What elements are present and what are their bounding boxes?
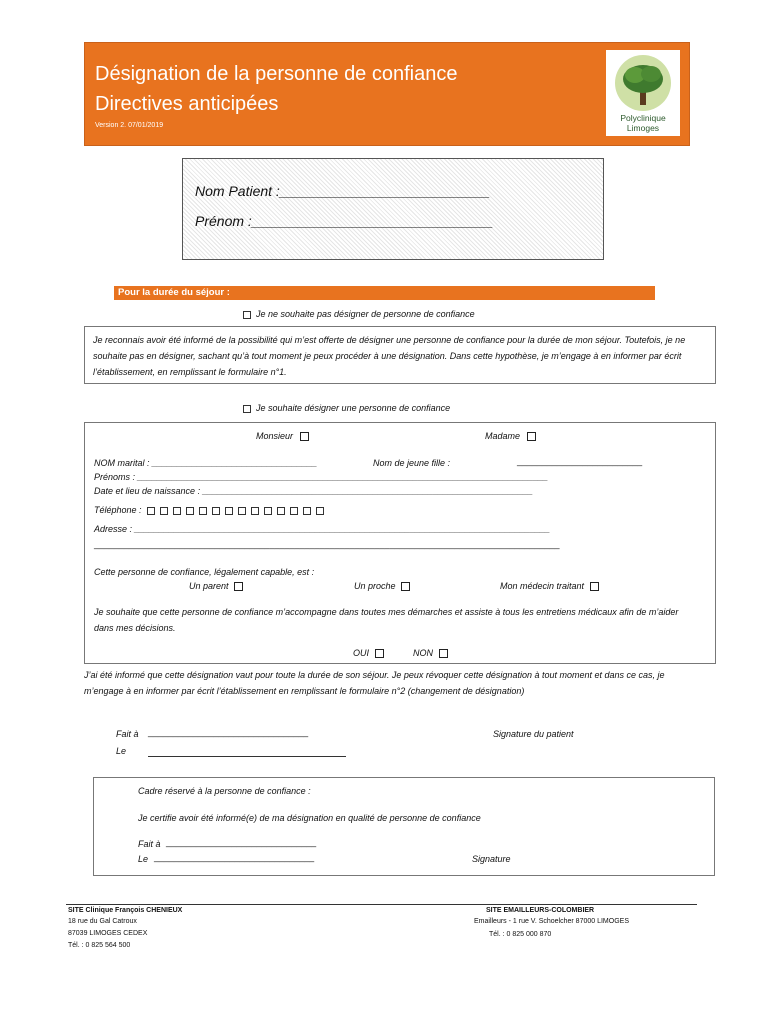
checkbox-icon[interactable] [234,582,243,591]
oui-label: OUI [353,648,370,658]
option-no-designation-label: Je ne souhaite pas désigner de personne de confiance [256,309,475,319]
option-no-designation[interactable] [243,309,475,319]
footer-left-title: SITE Clinique François CHENIEUX [68,907,183,914]
footer-divider [66,904,697,905]
cadre-fait-field[interactable]: ______________________________ [166,837,317,847]
medecin-label: Mon médecin traitant [500,581,585,591]
information-paragraph: J’ai été informé que cette désignation vaut pour toute la durée de son séjour. Je peux révoquer cette désignation à tout moment et dans ce cas, je m’engage à en informer par écrit l’établissement en remplissant le formulaire n°2 (changement de désignation) [84,670,665,696]
madame-option[interactable] [485,431,536,441]
header-banner [84,42,690,146]
fait-a-field[interactable]: ________________________________ [148,727,309,737]
capable-label: Cette personne de confiance, légalement capable, est : [94,567,315,577]
proche-option[interactable] [354,581,410,591]
adresse-field[interactable]: Adresse : ___________________________________________________________________________________ [94,524,550,534]
date-field[interactable] [148,756,346,757]
option-designation[interactable] [243,403,450,413]
phone-digit-boxes[interactable] [147,505,329,515]
checkbox-icon[interactable] [590,582,599,591]
nom-jeune-fille-label: Nom de jeune fille : [373,458,451,468]
logo-circle [615,55,671,111]
prenoms-field[interactable]: Prénoms : __________________________________________________________________________________ [94,472,548,482]
footer-left-address1: 18 rue du Gal Catroux [68,918,137,925]
parent-option[interactable] [189,581,243,591]
telephone-field[interactable] [94,505,329,515]
footer-right-tel: Tél. : 0 825 000 870 [489,931,552,938]
medecin-option[interactable] [500,581,599,591]
patient-firstname-field[interactable]: Prénom :_______________________________ [195,213,494,229]
signature-patient-label: Signature du patient [493,729,574,739]
le-label: Le [116,746,127,756]
naissance-field[interactable]: Date et lieu de naissance : __________________________________________________________________ [94,486,533,496]
checkbox-icon[interactable] [401,582,410,591]
monsieur-label: Monsieur [256,431,294,441]
patient-name-field[interactable]: Nom Patient :___________________________ [195,183,491,199]
nom-jeune-fille-field[interactable]: _________________________ [517,456,643,466]
accompagne-text: Je souhaite que cette personne de confiance m’accompagne dans toutes mes démarches et assiste à tous les entretiens médicaux afin de m’aider dans mes décisions. [94,607,679,633]
version-label: Version 2. 07/01/2019 [95,122,164,129]
cadre-le-field[interactable]: ________________________________ [154,852,315,862]
nom-marital-field[interactable]: NOM marital : _________________________________ [94,458,318,468]
telephone-label: Téléphone : [94,505,142,515]
footer-left-tel: Tél. : 0 825 564 500 [68,942,131,949]
logo-text-line2: Limoges [626,123,660,133]
logo-text-line1: Polyclinique [620,113,666,123]
section-title: Pour la durée du séjour : [118,287,230,298]
fait-a-label: Fait à [116,729,139,739]
footer-right-title: SITE EMAILLEURS-COLOMBIER [486,907,595,914]
oui-option[interactable] [353,648,384,658]
adresse-line2-field[interactable]: _____________________________________________________________________________________________ [94,539,560,549]
trusted-person-box [93,777,715,876]
checkbox-icon[interactable] [243,405,251,413]
footer-left-address2: 87039 LIMOGES CEDEX [68,930,148,937]
cadre-fait-label: Fait à [138,839,161,849]
clinic-logo [606,50,680,136]
tree-icon [615,55,671,111]
certifie-text: Je certifie avoir été informé(e) de ma désignation en qualité de personne de confiance [138,813,481,823]
checkbox-icon[interactable] [439,649,448,658]
non-option[interactable] [413,648,448,658]
option-designation-label: Je souhaite désigner une personne de confiance [256,403,451,413]
cadre-le-label: Le [138,854,149,864]
parent-label: Un parent [189,581,229,591]
checkbox-icon[interactable] [375,649,384,658]
monsieur-option[interactable] [256,431,309,441]
option1-explanation-box [84,326,716,384]
patient-identity-box [182,158,604,260]
option1-explanation: Je reconnais avoir été informé de la possibilité qui m’est offerte de désigner une personne de confiance pour la durée de mon séjour. Toutefois, je ne souhaite pas en désigner, sachant qu’à tout moment je peux procéder à une désignation. Dans cette hypothèse, je m’engage à en informer par écrit l’établissement, en remplissant le formulaire n°1. [93,335,686,377]
madame-label: Madame [485,431,521,441]
checkbox-icon[interactable] [300,432,309,441]
cadre-title: Cadre réservé à la personne de confiance : [138,786,311,796]
document-title: Désignation de la personne de confiance [95,63,458,85]
checkbox-icon[interactable] [527,432,536,441]
checkbox-icon[interactable] [243,311,251,319]
proche-label: Un proche [354,581,396,591]
cadre-signature-label: Signature [472,854,511,864]
non-label: NON [413,648,433,658]
document-subtitle: Directives anticipées [95,93,279,115]
section-header [114,286,655,300]
footer-right-address: Emailleurs - 1 rue V. Schoelcher 87000 LIMOGES [474,918,629,925]
